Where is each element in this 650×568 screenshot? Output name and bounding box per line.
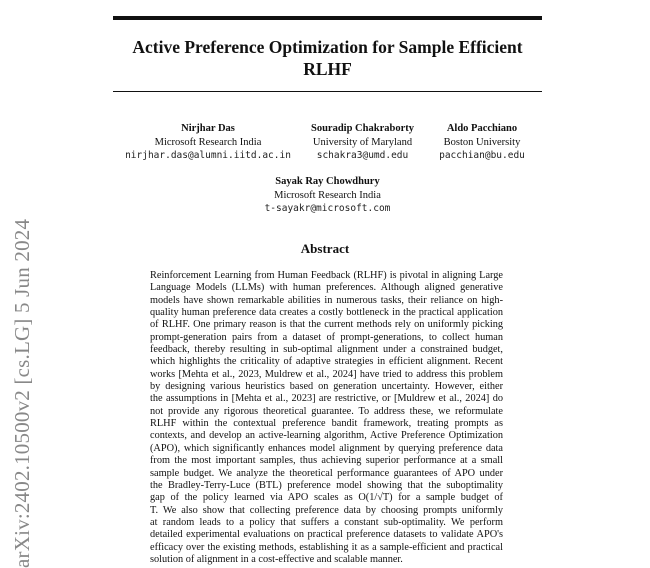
author-name: Aldo Pacchiano [446, 123, 518, 134]
abstract-body [150, 270, 503, 566]
arxiv-identifier-stamp: arXiv:2402.10500v2 [cs.LG] 5 Jun 2024 [10, 218, 34, 568]
author-email: nirjhar.das@alumni.iitd.ac.in [125, 150, 291, 161]
abstract-line: the assumptions in [Mehta et al., 2023] are restrictive, or [Muldrew et al., 2024] do [150, 393, 503, 405]
author-block [225, 175, 430, 216]
abstract-line: Language Models (LLMs) with human preferences. Although aligned generative [150, 282, 503, 294]
title-top-rule [113, 16, 542, 20]
abstract-line: by designing various heuristics based on generation uncertainty. However, either [150, 381, 503, 393]
author-block [118, 122, 298, 163]
abstract-line: feedback, thereby resulting in sub-optimal alignment under a constrained budget, [150, 344, 503, 356]
author-name: Nirjhar Das [181, 123, 235, 134]
abstract-line: prompt-generation pairs from a dataset of prompt-generations, to collect human [150, 331, 503, 343]
abstract-line: detailed experimental evaluations on practical preference datasets to validate APO's [150, 529, 503, 541]
abstract-line: from the most important samples, thus achieving superior performance at a small [150, 455, 503, 467]
author-email: schakra3@umd.edu [316, 150, 409, 161]
paper-title [100, 36, 555, 80]
abstract-line: which highlights the criticality of adaptive strategies in efficient alignment. Recent [150, 356, 503, 368]
abstract-line: works [Mehta et al., 2023, Muldrew et al., 2024] have tried to address this problem [150, 368, 503, 380]
author-affiliation: Microsoft Research India [274, 189, 381, 201]
author-affiliation: Microsoft Research India [154, 136, 262, 148]
author-block [300, 122, 425, 163]
abstract-line: Reinforcement Learning from Human Feedback (RLHF) is pivotal in aligning Large [150, 270, 503, 281]
abstract-line: not provide any rigorous theoretical guarantee. To address these, we reformulate [150, 405, 503, 417]
author-email: t-sayakr@microsoft.com [264, 203, 391, 214]
author-block [428, 122, 536, 163]
abstract-line: solution of alignment in a cost-effective and scalable manner. [150, 553, 403, 565]
paper-title-line: RLHF [303, 59, 352, 79]
author-affiliation: University of Maryland [312, 136, 413, 148]
abstract-line: of RLHF. One primary reason is that the current methods rely on uniformly picking [150, 319, 503, 331]
abstract-line: gap of the policy learned via APO scales as O(1/√T) for a sample budget of [150, 492, 503, 504]
abstract-line: contexts, and develop an active-learning algorithm, Active Preference Optimization [150, 430, 503, 442]
abstract-line: efficacy over the existing methods, establishing it as a sample-efficient and practical [150, 541, 503, 553]
author-affiliation: Boston University [443, 136, 521, 148]
abstract-line: RLHF within the contextual preference bandit framework, treating prompts as [150, 418, 503, 430]
paper-title-line: Active Preference Optimization for Sample Efficient [132, 37, 523, 57]
author-name: Sayak Ray Chowdhury [275, 176, 380, 187]
title-bottom-rule [113, 91, 542, 92]
abstract-line: (APO), which significantly enhances model alignment by querying preference data [150, 442, 503, 454]
author-name: Souradip Chakraborty [311, 123, 414, 134]
abstract-line: models have shown remarkable abilities in numerous tasks, their reliance on high- [150, 294, 503, 306]
abstract-line: the Bradley-Terry-Luce (BTL) preference model showing that the suboptimality [150, 479, 503, 491]
abstract-line: at random leads to a policy that suffers a constant sub-optimality. We perform [150, 516, 503, 528]
author-email: pacchian@bu.edu [439, 150, 525, 161]
abstract-heading: Abstract [300, 241, 350, 256]
abstract-line: T. We also show that collecting preference data by choosing prompts uniformly [150, 504, 503, 516]
abstract-line: quality human preference data creates a costly bottleneck in the practical application [150, 307, 503, 319]
abstract-line: sample budget. We analyze the theoretical performance guarantees of APO under [150, 467, 503, 479]
